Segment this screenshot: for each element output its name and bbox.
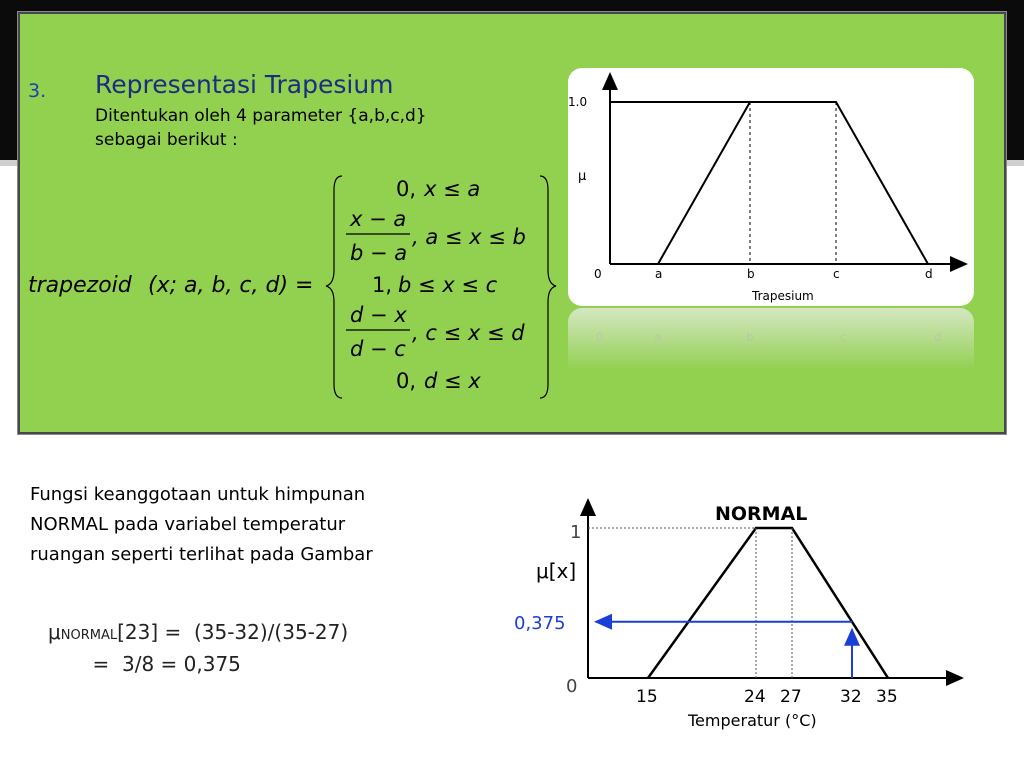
normal-chart-title: NORMAL xyxy=(715,503,808,525)
case-4-denominator: d − c xyxy=(350,337,406,361)
case-2-condition: , a ≤ x ≤ b xyxy=(412,225,526,249)
normal-y-tick-one: 1 xyxy=(570,522,582,543)
case-3-condition: b ≤ x ≤ c xyxy=(398,273,498,297)
annotation-value-label: 0,375 xyxy=(514,612,566,634)
calc-line-2: = 3/8 = 0,375 xyxy=(48,652,241,676)
calc-line-1: [23] = (35-32)/(35-27) xyxy=(117,620,349,644)
normal-y-tick-zero: 0 xyxy=(566,676,578,697)
reflection-a: a xyxy=(654,330,662,344)
case-1-value: 0, xyxy=(396,177,417,201)
normal-x-axis-label: Temperatur (°C) xyxy=(688,711,817,730)
normal-y-axis-label: μ[x] xyxy=(536,559,577,583)
case-5-condition: d ≤ x xyxy=(424,369,481,393)
case-4-condition: , c ≤ x ≤ d xyxy=(412,321,525,345)
case-4-numerator: d − x xyxy=(350,303,407,327)
left-brace xyxy=(326,176,342,398)
formula-lhs: trapezoid xyxy=(28,273,132,298)
trap-x-tick-label: a xyxy=(655,267,663,281)
case-2-numerator: x − a xyxy=(350,207,407,231)
section-subtitle: Ditentukan oleh 4 parameter {a,b,c,d} sebagai berikut : xyxy=(95,106,427,150)
trap-x-tick-label: d xyxy=(925,267,933,281)
trap-x-tick-label: b xyxy=(747,267,755,281)
trap-origin-label: 0 xyxy=(594,267,602,281)
trap-shape-line xyxy=(658,102,928,264)
trapesium-figure xyxy=(568,68,974,306)
right-brace xyxy=(540,176,556,398)
case-2-denominator: b − a xyxy=(350,241,408,265)
case-1-condition: x ≤ a xyxy=(424,177,481,201)
description-line-1: Fungsi keanggotaan untuk himpunan xyxy=(30,484,366,505)
reflection-c: c xyxy=(840,330,847,344)
reflection-d: d xyxy=(934,330,942,344)
list-number: 3. xyxy=(28,80,47,102)
normal-membership-chart xyxy=(500,492,980,746)
trapezoid-formula xyxy=(0,170,560,410)
reflection-zero: 0 xyxy=(596,330,604,344)
description-line-3: ruangan seperti terlihat pada Gambar xyxy=(30,544,373,565)
normal-x-tick-label: 32 xyxy=(840,687,862,707)
trap-y-axis-label: μ xyxy=(578,169,587,184)
membership-calculation xyxy=(48,618,348,678)
trap-caption: Trapesium xyxy=(752,289,814,303)
trap-y-max-label: 1.0 xyxy=(568,95,588,109)
calc-mu-subscript: NORMAL xyxy=(60,628,118,643)
normal-x-tick-label: 15 xyxy=(636,687,658,707)
reflection-b: b xyxy=(746,330,754,344)
section-title: Representasi Trapesium xyxy=(95,70,394,99)
normal-x-tick-label: 35 xyxy=(876,687,898,707)
normal-description xyxy=(30,480,450,570)
case-3-value: 1, xyxy=(372,273,393,297)
trapesium-reflection xyxy=(568,308,974,370)
normal-x-tick-label: 24 xyxy=(744,687,766,707)
formula-args: (x; a, b, c, d) = xyxy=(148,273,314,298)
normal-x-tick-label: 27 xyxy=(780,687,802,707)
trap-x-tick-label: c xyxy=(833,267,840,281)
description-line-2: NORMAL pada variabel temperatur xyxy=(30,514,346,535)
calc-mu-symbol: μ xyxy=(48,620,61,644)
case-5-value: 0, xyxy=(396,369,417,393)
